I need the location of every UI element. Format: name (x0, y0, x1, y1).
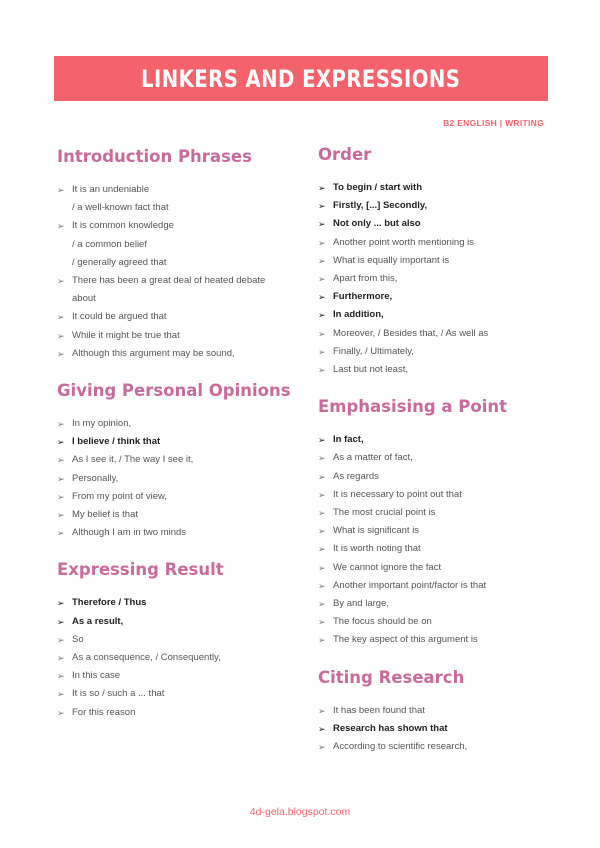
arrow-bullet-icon: ➢ (318, 219, 326, 230)
course-tag: B2 ENGLISH | WRITING (443, 118, 544, 128)
section-order (318, 145, 558, 379)
list-item (318, 197, 558, 215)
phrase-text: What is equally important is (333, 254, 450, 266)
arrow-bullet-icon: ➢ (318, 453, 326, 464)
phrase-text: The most crucial point is (333, 507, 436, 519)
arrow-bullet-icon: ➢ (318, 255, 326, 266)
list-item (318, 306, 558, 324)
arrow-bullet-icon: ➢ (57, 312, 65, 323)
phrase-text: Finally, / Ultimately, (333, 345, 414, 357)
phrase-list (318, 702, 558, 757)
phrase-text: As I see it, / The way I see it, (72, 454, 194, 466)
list-item (318, 613, 558, 631)
list-item (318, 595, 558, 613)
page-title: LINKERS AND EXPRESSIONS (141, 64, 461, 93)
arrow-bullet-icon: ➢ (318, 365, 326, 376)
phrase-list (318, 431, 558, 649)
phrase-text: My belief is that (72, 509, 138, 521)
phrase-text: From my point of view, (72, 490, 168, 502)
phrase-text: In my opinion, (72, 418, 132, 430)
list-item (318, 559, 558, 577)
list-item (318, 431, 558, 449)
phrase-text: Although this argument may be sound, (72, 347, 235, 359)
arrow-bullet-icon: ➢ (318, 183, 326, 193)
list-item (57, 254, 307, 272)
phrase-text: Although I am in two minds (72, 527, 187, 539)
phrase-text: While it might be true that (72, 329, 180, 341)
phrase-text: In addition, (333, 309, 384, 321)
arrow-bullet-icon: ➢ (57, 276, 65, 287)
phrase-text: In fact, (333, 434, 364, 446)
phrase-text: I believe / think that (72, 436, 161, 448)
list-item (57, 290, 307, 308)
right-column (318, 145, 558, 756)
arrow-bullet-icon: ➢ (57, 528, 65, 539)
list-item (57, 594, 307, 612)
list-item (318, 577, 558, 595)
phrase-text: There has been a great deal of heated debate (72, 275, 266, 287)
arrow-bullet-icon: ➢ (318, 508, 326, 519)
phrase-list (318, 179, 558, 379)
phrase-text: As a matter of fact, (333, 452, 413, 464)
list-item (57, 415, 307, 433)
footer-link[interactable]: 4d-gela.blogspot.com (249, 806, 351, 818)
phrase-text: Personally, (72, 472, 119, 484)
arrow-bullet-icon: ➢ (318, 580, 326, 591)
list-item (318, 720, 558, 738)
arrow-bullet-icon: ➢ (57, 419, 65, 430)
arrow-bullet-icon: ➢ (57, 473, 65, 484)
list-item (318, 361, 558, 379)
phrase-text: We cannot ignore the fact (333, 561, 442, 573)
phrase-list (57, 181, 307, 363)
phrase-text: What is significant is (333, 525, 420, 537)
phrase-text: Research has shown that (333, 722, 448, 734)
phrase-text: According to scientific research, (333, 741, 468, 753)
list-item (57, 488, 307, 506)
list-item (57, 433, 307, 451)
list-item (57, 685, 307, 703)
phrase-text: about (72, 293, 96, 305)
list-item (318, 343, 558, 361)
list-item (318, 270, 558, 288)
arrow-bullet-icon: ➢ (318, 328, 326, 339)
arrow-bullet-icon: ➢ (318, 274, 326, 285)
phrase-text: As a result, (72, 615, 124, 627)
phrase-text: Furthermore, (333, 291, 393, 303)
phrase-text: As a consequence, / Consequently, (72, 652, 221, 664)
list-item (318, 179, 558, 197)
list-item (318, 486, 558, 504)
list-item (57, 451, 307, 469)
phrase-text: It is an undeniable (72, 184, 150, 195)
list-item (57, 524, 307, 542)
section-heading: Emphasising a Point (318, 397, 508, 417)
arrow-bullet-icon: ➢ (318, 435, 326, 446)
phrase-text: / generally agreed that (72, 256, 167, 268)
arrow-bullet-icon: ➢ (57, 185, 65, 195)
list-item (57, 631, 307, 649)
list-item (318, 234, 558, 252)
arrow-bullet-icon: ➢ (57, 634, 65, 645)
phrase-text: Moreover, / Besides that, / As well as (333, 327, 489, 339)
section-heading: Order (318, 145, 372, 164)
title-banner (54, 56, 548, 101)
phrase-text: Last but not least, (333, 364, 408, 376)
list-item (318, 288, 558, 306)
section-heading: Expressing Result (57, 560, 224, 580)
list-item (318, 504, 558, 522)
section-heading: Citing Research (318, 667, 465, 687)
arrow-bullet-icon: ➢ (318, 599, 326, 610)
arrow-bullet-icon: ➢ (57, 491, 65, 502)
section-giving-personal-opinions (57, 381, 307, 542)
phrase-text: It is common knowledge (72, 220, 174, 232)
arrow-bullet-icon: ➢ (57, 671, 65, 682)
section-heading: Giving Personal Opinions (57, 381, 291, 401)
arrow-bullet-icon: ➢ (318, 635, 326, 646)
phrase-text: The key aspect of this argument is (333, 634, 478, 646)
list-item (318, 522, 558, 540)
phrase-text: Apart from this, (333, 273, 398, 285)
arrow-bullet-icon: ➢ (57, 437, 65, 448)
phrase-text: Firstly, [...] Secondly, (333, 200, 428, 212)
arrow-bullet-icon: ➢ (318, 310, 326, 321)
list-item (318, 215, 558, 233)
arrow-bullet-icon: ➢ (318, 723, 326, 734)
arrow-bullet-icon: ➢ (318, 237, 326, 248)
section-citing-research (318, 668, 558, 757)
arrow-bullet-icon: ➢ (318, 526, 326, 537)
phrase-text: It could be argued that (72, 311, 167, 323)
list-item (318, 631, 558, 649)
arrow-bullet-icon: ➢ (57, 653, 65, 664)
list-item (57, 217, 307, 235)
arrow-bullet-icon: ➢ (57, 221, 65, 232)
phrase-text: It is worth noting that (333, 543, 421, 555)
phrase-text: Therefore / Thus (72, 597, 147, 609)
arrow-bullet-icon: ➢ (318, 544, 326, 555)
arrow-bullet-icon: ➢ (318, 705, 326, 716)
list-item (57, 704, 307, 722)
phrase-text: / a common belief (72, 238, 147, 250)
arrow-bullet-icon: ➢ (57, 348, 65, 359)
list-item (318, 252, 558, 270)
list-item (57, 649, 307, 667)
list-item (318, 325, 558, 343)
list-item (57, 667, 307, 685)
arrow-bullet-icon: ➢ (318, 471, 326, 482)
list-item (57, 181, 307, 199)
arrow-bullet-icon: ➢ (57, 616, 65, 627)
arrow-bullet-icon: ➢ (318, 489, 326, 500)
list-item (57, 199, 307, 217)
list-item (318, 540, 558, 558)
list-item (57, 236, 307, 254)
phrase-text: / a well-known fact that (72, 202, 169, 214)
arrow-bullet-icon: ➢ (318, 742, 326, 753)
phrase-list (57, 415, 307, 542)
phrase-text: Another point worth mentioning is (333, 236, 474, 248)
arrow-bullet-icon: ➢ (57, 689, 65, 700)
list-item (57, 308, 307, 326)
list-item (318, 468, 558, 486)
phrase-text: By and large, (333, 598, 389, 610)
list-item (57, 272, 307, 290)
list-item (318, 449, 558, 467)
list-item (57, 506, 307, 524)
phrase-text: For this reason (72, 706, 136, 718)
arrow-bullet-icon: ➢ (318, 346, 326, 357)
arrow-bullet-icon: ➢ (318, 292, 326, 303)
arrow-bullet-icon: ➢ (57, 510, 65, 521)
list-item (318, 702, 558, 720)
arrow-bullet-icon: ➢ (57, 455, 65, 466)
phrase-text: In this case (72, 670, 121, 682)
phrase-list (57, 594, 307, 721)
phrase-text: The focus should be on (333, 616, 432, 628)
phrase-text: It is necessary to point out that (333, 488, 462, 500)
list-item (57, 613, 307, 631)
arrow-bullet-icon: ➢ (57, 598, 65, 609)
phrase-text: Another important point/factor is that (333, 579, 487, 591)
arrow-bullet-icon: ➢ (57, 330, 65, 341)
arrow-bullet-icon: ➢ (318, 201, 326, 212)
arrow-bullet-icon: ➢ (318, 562, 326, 573)
section-expressing-result (57, 560, 307, 721)
phrase-text: It is so / such a ... that (72, 688, 165, 700)
list-item (57, 470, 307, 488)
section-introduction-phrases (57, 147, 307, 363)
list-item (57, 327, 307, 345)
arrow-bullet-icon: ➢ (57, 707, 65, 718)
list-item (318, 738, 558, 756)
phrase-text: It has been found that (333, 704, 425, 716)
section-heading: Introduction Phrases (57, 147, 252, 166)
phrase-text: To begin / start with (333, 182, 423, 193)
arrow-bullet-icon: ➢ (318, 617, 326, 628)
left-column (57, 147, 307, 722)
list-item (57, 345, 307, 363)
phrase-text: As regards (333, 470, 379, 482)
phrase-text: Not only ... but also (333, 218, 421, 230)
phrase-text: So (72, 633, 84, 645)
section-emphasising-a-point (318, 397, 558, 649)
